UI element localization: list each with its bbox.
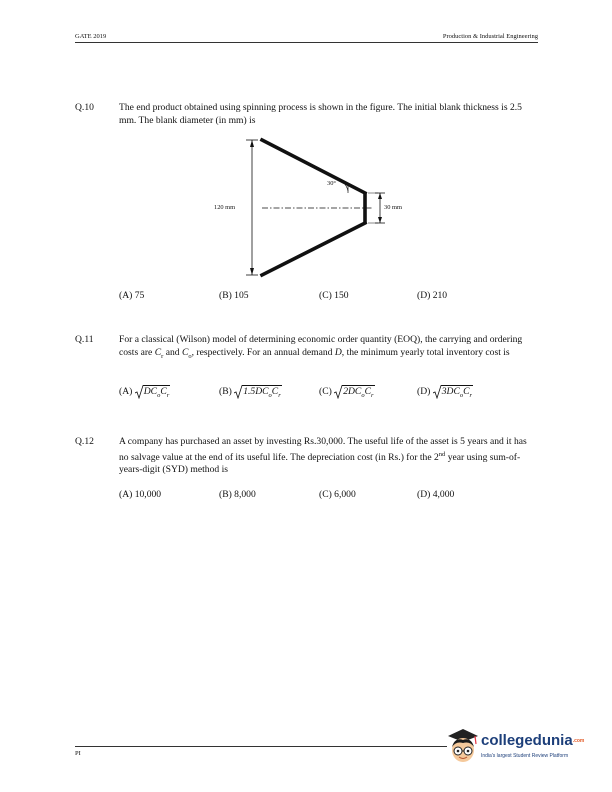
q11-option-b-label: (B) bbox=[219, 386, 232, 397]
q11-a-c: C bbox=[160, 386, 167, 397]
q11-text-1: For a classical (Wilson) model of determining economic order quantity (EOQ), the carrying and ordering costs are bbox=[119, 334, 523, 358]
collegedunia-mascot-icon bbox=[446, 725, 480, 765]
q10-text: The end product obtained using spinning process is shown in the figure. The initial blank thickness is 2.5 mm. The blank diameter (in mm) is bbox=[119, 102, 522, 126]
footer-rule bbox=[75, 746, 447, 747]
radical-icon bbox=[234, 385, 243, 399]
q12-sup: nd bbox=[438, 450, 446, 458]
q10-option-a: (A) 75 bbox=[119, 290, 145, 301]
cone-lower-wall bbox=[262, 223, 365, 275]
right-dim-arrow-bottom bbox=[378, 217, 382, 223]
footer-left: PI bbox=[75, 750, 81, 757]
q10-option-c: (C) 150 bbox=[319, 290, 349, 301]
q10-option-b: (B) 105 bbox=[219, 290, 249, 301]
q12-option-d: (D) 4,000 bbox=[417, 489, 455, 500]
q11-c-s2: r bbox=[370, 391, 374, 399]
q11-text-2: , respectively. For an annual demand bbox=[191, 346, 333, 358]
q11-option-c-label: (C) bbox=[319, 386, 332, 397]
q12-text bbox=[119, 436, 536, 477]
q11-demand: D bbox=[334, 346, 342, 358]
q11-b-s1: o bbox=[268, 391, 272, 399]
q11-option-a bbox=[119, 386, 170, 399]
header-rule bbox=[75, 42, 538, 43]
q11-d-dc: 3DC bbox=[441, 386, 460, 397]
q12-text-2: year using sum-of-years-digit (SYD) method is bbox=[119, 451, 521, 476]
q11-text bbox=[119, 334, 536, 363]
q11-and: and bbox=[163, 346, 182, 358]
q11-co: C bbox=[181, 346, 189, 358]
q11-b-c: C bbox=[271, 386, 279, 397]
radical-icon bbox=[135, 385, 144, 399]
brand-name: collegedunia bbox=[481, 732, 573, 749]
q12-option-b: (B) 8,000 bbox=[219, 489, 256, 500]
radical-icon bbox=[433, 385, 442, 399]
q11-option-b-expr bbox=[234, 386, 282, 399]
q11-co-sub: o bbox=[188, 352, 192, 360]
q11-option-b bbox=[219, 386, 282, 399]
q11-option-d-label: (D) bbox=[417, 386, 431, 397]
q12-text-1: A company has purchased an asset by investing Rs.30,000. The useful life of the asset is 5 years and it has no salvage value at the end of its useful life. The depreciation cost (in Rs.) for the 2 bbox=[119, 436, 527, 463]
q10-spinning-figure bbox=[200, 135, 440, 280]
q11-d-s1: o bbox=[459, 391, 464, 399]
collegedunia-logo-text bbox=[481, 732, 584, 749]
q11-d-c: C bbox=[463, 386, 470, 397]
q12-option-a: (A) 10,000 bbox=[119, 489, 162, 500]
collegedunia-tagline: India's largest Student Review Platform bbox=[481, 753, 569, 759]
q11-c-dc: 2DC bbox=[343, 386, 362, 397]
left-dim-arrow-bottom bbox=[250, 268, 254, 275]
brand-mark: .com bbox=[572, 738, 585, 745]
q11-a-dc: DC bbox=[143, 386, 158, 397]
header-left: GATE 2019 bbox=[75, 33, 107, 40]
left-dim-arrow-top bbox=[250, 140, 254, 147]
q11-a-s2: r bbox=[166, 391, 170, 399]
q11-c-c: C bbox=[364, 386, 371, 397]
q10-number: Q.10 bbox=[75, 102, 94, 113]
q11-option-c-expr bbox=[334, 386, 374, 399]
angle-label: 30° bbox=[327, 180, 336, 187]
right-dim-arrow-top bbox=[378, 193, 382, 199]
left-dim-label: 120 mm bbox=[214, 204, 236, 211]
q11-number: Q.11 bbox=[75, 334, 94, 345]
q11-text-3: , the minimum yearly total inventory cost is bbox=[341, 346, 510, 358]
q11-option-d bbox=[417, 386, 473, 399]
q11-b-s2: r bbox=[278, 391, 281, 399]
q11-b-dc: 1.5DC bbox=[243, 386, 269, 397]
q11-option-a-expr bbox=[135, 386, 171, 399]
q10-option-d: (D) 210 bbox=[417, 290, 448, 301]
q11-option-c bbox=[319, 386, 375, 399]
header-right: Production & Industrial Engineering bbox=[442, 33, 538, 40]
q11-c-s1: o bbox=[361, 391, 365, 399]
q12-option-c: (C) 6,000 bbox=[319, 489, 356, 500]
q11-a-s1: o bbox=[157, 391, 161, 399]
q11-d-s2: r bbox=[469, 391, 473, 399]
right-dim-label: 30 mm bbox=[384, 204, 402, 211]
q11-option-d-expr bbox=[433, 386, 473, 399]
cone-upper-wall bbox=[262, 140, 365, 193]
q11-cr-sub: r bbox=[161, 352, 164, 360]
radical-icon bbox=[334, 385, 343, 399]
q11-option-a-label: (A) bbox=[119, 386, 133, 397]
q11-cr: C bbox=[154, 346, 162, 358]
q12-number: Q.12 bbox=[75, 436, 94, 447]
